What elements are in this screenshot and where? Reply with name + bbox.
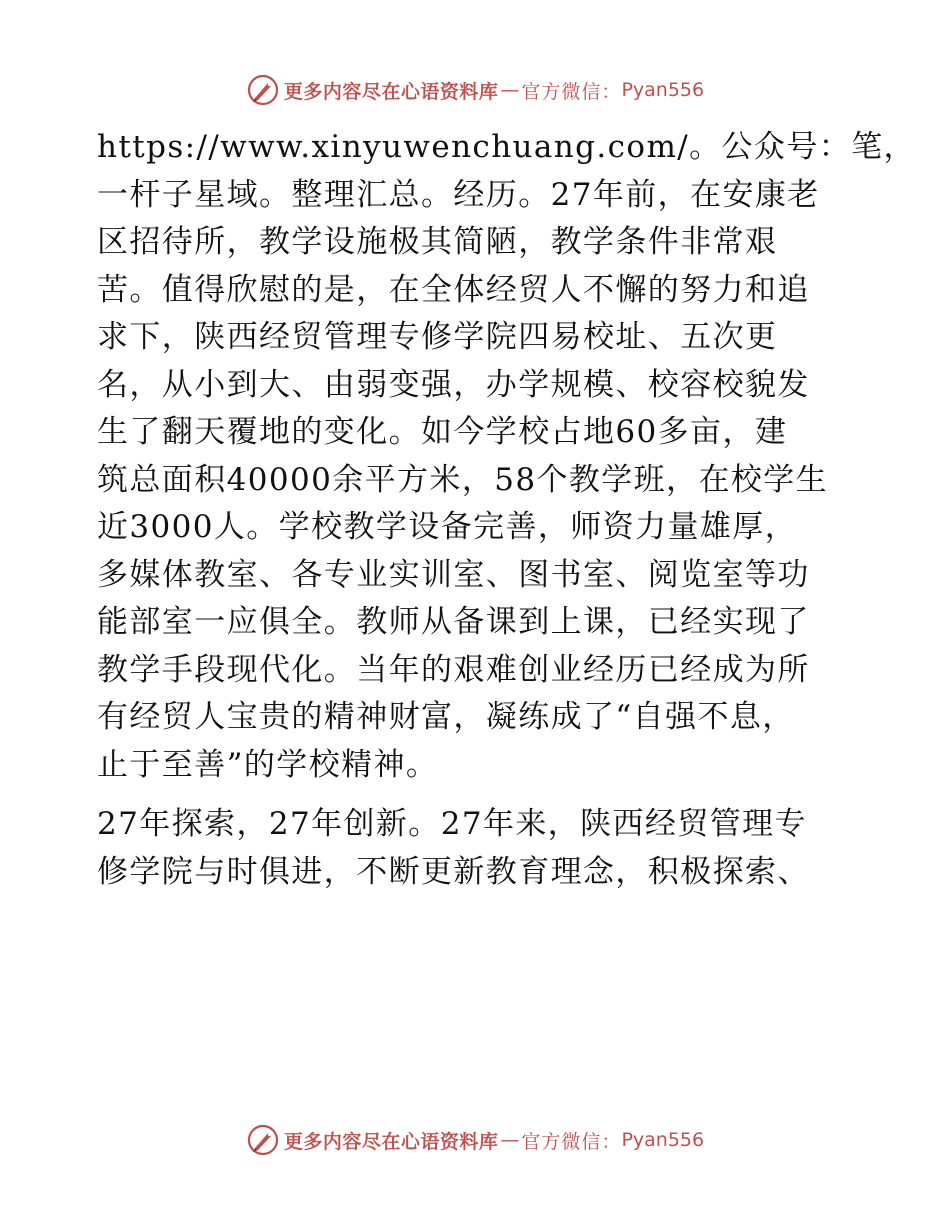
- text-line: 一杆子星域。整理汇总。经历。27年前，在安康老: [97, 176, 820, 213]
- text-line: 筑总面积40000余平方米，58个教学班，在校学生: [97, 461, 829, 498]
- text-line: 求下，陕西经贸管理专修学院四易校址、五次更: [97, 319, 778, 355]
- header-wechat-id: Pyan556: [621, 79, 705, 101]
- text-line: 名，从小到大、由弱变强，办学规模、校容校貌发: [97, 366, 810, 403]
- footer-brand: 更多内容尽在心语资料库: [283, 1130, 499, 1153]
- header-banner: [0, 70, 950, 110]
- text-line: https://www.xinyuwenchuang.com/。公众号：笔，: [97, 129, 916, 165]
- footer-wechat-label: 官方微信：: [521, 1130, 622, 1153]
- text-line: 区招待所，教学设施极其简陋，教学条件非常艰: [97, 224, 778, 260]
- header-wechat-label: 官方微信：: [521, 80, 622, 103]
- text-line: 修学院与时俱进，不断更新教育理念，积极探索、: [97, 853, 810, 890]
- text-line: 27年探索，27年创新。27年来，陕西经贸管理专: [97, 806, 807, 842]
- footer-dash: —: [500, 1129, 520, 1151]
- text-line: 生了翻天覆地的变化。如今学校占地60多亩，建: [97, 414, 788, 450]
- text-line: 有经贸人宝贵的精神财富，凝练成了“自强不息，: [97, 699, 795, 735]
- text-line: 多媒体教室、各专业实训室、图书室、阅览室等功: [97, 556, 810, 593]
- pen-logo-icon: [246, 73, 280, 107]
- header-dash: —: [500, 79, 520, 101]
- header-brand: 更多内容尽在心语资料库: [283, 80, 499, 103]
- document-body: [97, 124, 916, 896]
- footer-banner: [0, 1120, 950, 1160]
- text-line: 教学手段现代化。当年的艰难创业经历已经成为所: [97, 651, 810, 688]
- pen-logo-icon: [246, 1123, 280, 1157]
- text-line: 苦。值得欣慰的是，在全体经贸人不懈的努力和追: [97, 271, 810, 308]
- text-line: 能部室一应俱全。教师从备课到上课，已经实现了: [97, 604, 810, 640]
- text-line: 止于至善”的学校精神。: [97, 746, 439, 783]
- footer-wechat-id: Pyan556: [621, 1129, 705, 1151]
- text-line: 近3000人。学校教学设备完善，师资力量雄厚，: [97, 509, 798, 545]
